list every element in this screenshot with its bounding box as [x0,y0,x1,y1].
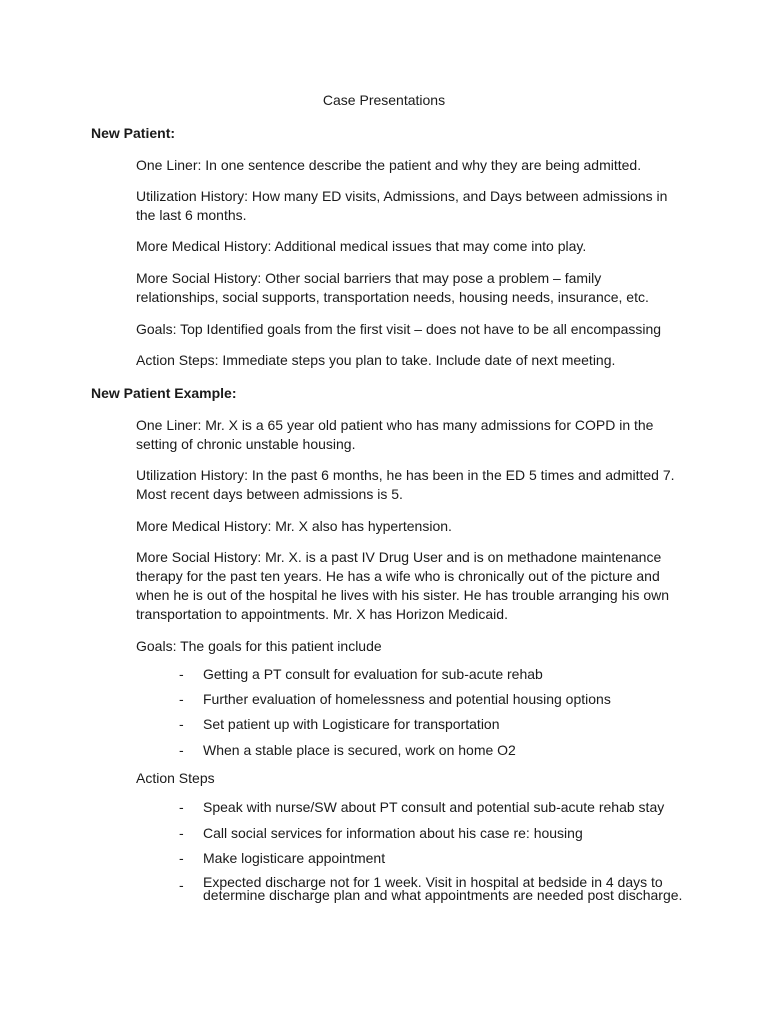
section-heading-new-patient: New Patient: [91,125,176,141]
section-heading-example: New Patient Example: [91,385,237,401]
text-line: Utilization History: How many ED visits, Admissions, and Days between admissions in [136,188,668,204]
text-line: Utilization History: In the past 6 months, he has been in the ED 5 times and admitted 7. [136,467,675,483]
bullet-dash: - [179,742,184,758]
page-title: Case Presentations [322,92,446,108]
paragraph-example-social [136,548,676,624]
paragraph-medical-history: More Medical History: Additional medical issues that may come into play. [136,238,587,254]
paragraph-social-history [136,269,676,307]
text-line: therapy for the past ten years. He has a wife who is chronically out of the picture and [136,568,660,584]
text-line: when he is out of the hospital he lives with his sister. He has trouble arranging his own [136,587,670,603]
bullet-dash: - [179,850,184,866]
list-item-text: Set patient up with Logisticare for transportation [203,716,500,732]
paragraph-example-goals-intro: Goals: The goals for this patient include [136,638,382,654]
list-item-text: Speak with nurse/SW about PT consult and potential sub-acute rehab stay [203,799,665,815]
list-item-text: When a stable place is secured, work on home O2 [203,742,516,758]
paragraph-example-utilization [136,466,676,504]
text-line: More Social History: Mr. X. is a past IV Drug User and is on methadone maintenance [136,549,662,565]
paragraph-one-liner: One Liner: In one sentence describe the patient and why they are being admitted. [136,157,642,173]
text-line: the last 6 months. [136,207,247,223]
list-item-text: Call social services for information about his case re: housing [203,825,583,841]
text-line: transportation to appointments. Mr. X has Horizon Medicaid. [136,606,508,622]
text-line: setting of chronic unstable housing. [136,436,356,452]
text-line: Expected discharge not for 1 week. Visit in hospital at bedside in 4 days to [203,874,663,890]
text-line: relationships, social supports, transportation needs, housing needs, insurance, etc. [136,289,649,305]
list-item-text: Getting a PT consult for evaluation for sub-acute rehab [203,666,543,682]
paragraph-utilization [136,187,676,225]
bullet-dash: - [179,825,184,841]
bullet-dash: - [179,799,184,815]
bullet-dash: - [179,666,184,682]
bullet-dash: - [179,716,184,732]
list-item-text: Make logisticare appointment [203,850,386,866]
paragraph-example-one-liner [136,416,676,454]
text-line: determine discharge plan and what appointments are needed post discharge. [203,887,683,903]
paragraph-goals: Goals: Top Identified goals from the first visit – does not have to be all encompassing [136,321,662,337]
text-line: Most recent days between admissions is 5. [136,486,403,502]
paragraph-example-action-intro: Action Steps [136,770,215,786]
paragraph-example-medical: More Medical History: Mr. X also has hypertension. [136,518,452,534]
paragraph-action-steps: Action Steps: Immediate steps you plan to take. Include date of next meeting. [136,352,616,368]
text-line: More Social History: Other social barriers that may pose a problem – family [136,270,602,286]
bullet-dash: - [179,691,184,707]
text-line: One Liner: Mr. X is a 65 year old patient who has many admissions for COPD in the [136,417,654,433]
list-item-text: Further evaluation of homelessness and potential housing options [203,691,611,707]
bullet-dash: - [179,877,184,893]
list-item-text [203,876,683,902]
